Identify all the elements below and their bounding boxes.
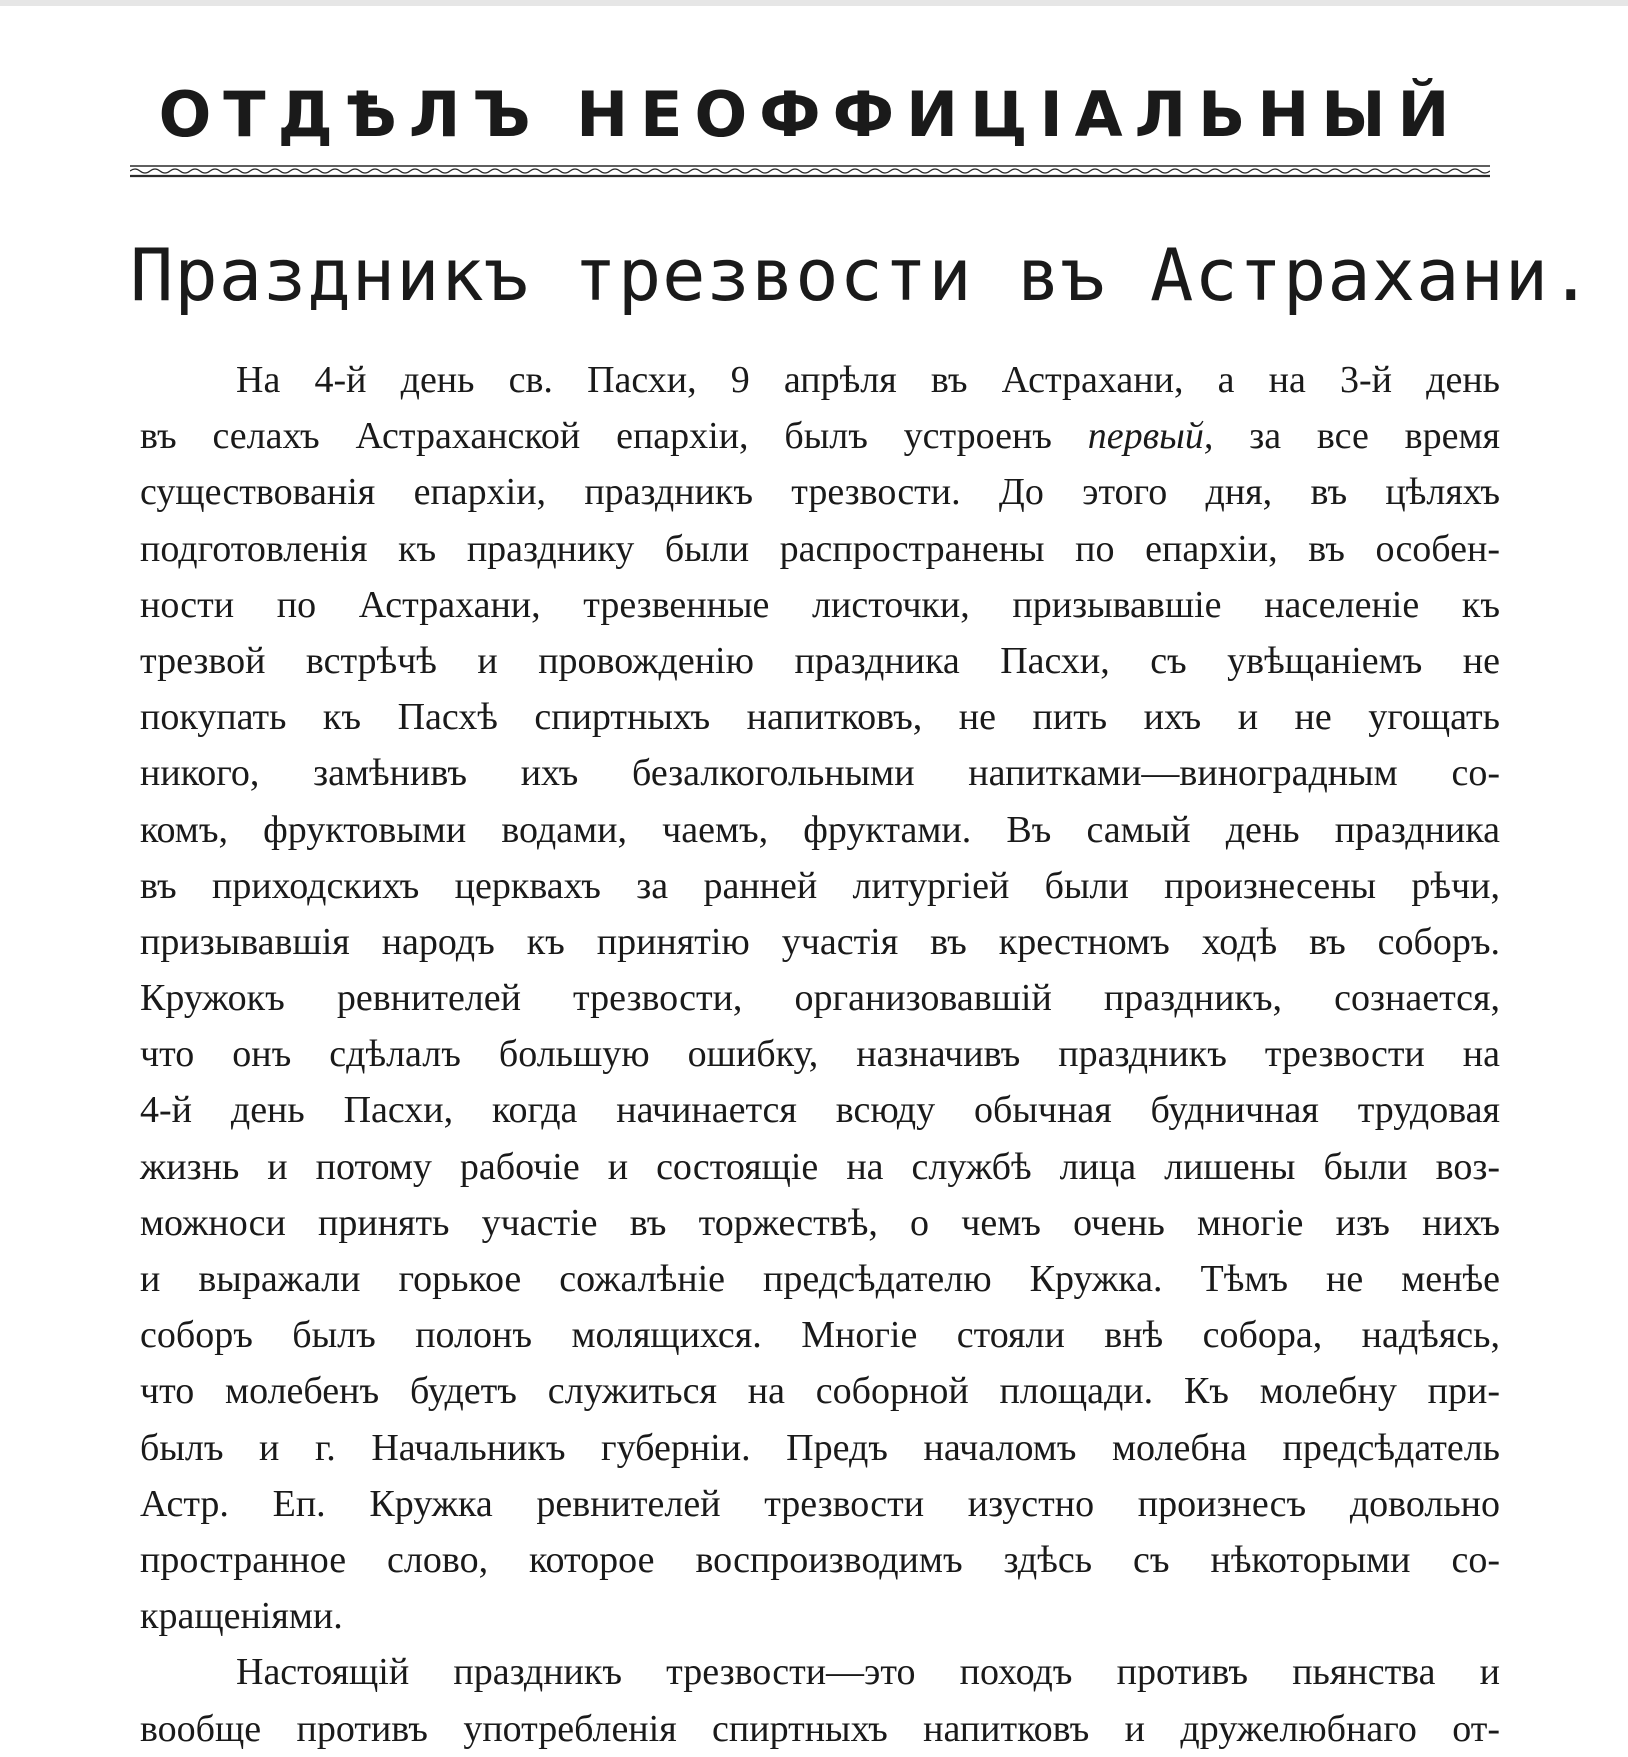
body-line: подготовленія къ празднику были распространены по епархіи, въ особен- [140,527,1500,570]
body-line: кращеніями. [140,1595,343,1638]
body-line: что онъ сдѣлалъ большую ошибку, назначивъ праздникъ трезвости на [140,1033,1500,1076]
body-line: На 4-й день св. Пасхи, 9 апрѣля въ Астрахани, а на 3-й день [236,359,1500,401]
article-body [140,352,1500,1757]
body-line-text: за все время [1249,415,1500,458]
body-line-text: въ селахъ Астраханской епархіи, былъ устроенъ [140,415,1052,458]
body-line: Настоящій праздникъ трезвости—это походъ противъ пьянства и [236,1651,1500,1694]
body-line: существованія епархіи, праздникъ трезвости. До этого дня, въ цѣляхъ [140,471,1500,514]
body-line: можноси принять участіе въ торжествѣ, о чемъ очень многіе изъ нихъ [140,1201,1500,1244]
body-line: покупать къ Пасхѣ спиртныхъ напитковъ, не пить ихъ и не угощать [140,696,1500,739]
body-line: комъ, фруктовыми водами, чаемъ, фруктами. Въ самый день праздника [140,808,1500,851]
body-line: 4-й день Пасхи, когда начинается всюду обычная будничная трудовая [140,1089,1500,1132]
page-top-edge [0,0,1628,6]
body-line: никого, замѣнивъ ихъ безалкогольными напитками—виноградным со- [140,752,1500,795]
section-header: ОТДѢЛЪ НЕОФФИЦІАЛЬНЫЙ [158,78,1462,151]
body-line: Кружокъ ревнителей трезвости, организовавшій праздникъ, сознается, [140,977,1500,1020]
body-line: соборъ былъ полонъ молящихся. Многіе стояли внѣ собора, надѣясь, [140,1314,1500,1357]
article-title: Праздникъ трезвости въ Астрахани. [130,233,1594,317]
ornament-rule [130,163,1490,179]
body-line: жизнь и потому рабочіе и состоящіе на службѣ лица лишены были воз- [140,1145,1500,1188]
body-line: и выражали горькое сожалѣніе предсѣдателю Кружка. Тѣмъ не менѣе [140,1258,1500,1300]
body-line: ности по Астрахани, трезвенные листочки, призывавшіе населеніе къ [140,583,1500,626]
body-line: призывавшія народъ къ принятію участія въ крестномъ ходѣ въ соборъ. [140,920,1500,963]
body-line: въ приходскихъ церквахъ за ранней литургіей были произнесены рѣчи, [140,864,1500,907]
body-line: пространное слово, которое воспроизводимъ здѣсь съ нѣкоторыми со- [140,1538,1500,1581]
body-line: что молебенъ будетъ служиться на соборной площади. Къ молебну при- [140,1370,1500,1413]
body-line: былъ и г. Начальникъ губерніи. Предъ началомъ молебна предсѣдатель [140,1426,1500,1469]
body-line: трезвой встрѣчѣ и провожденію праздника Пасхи, съ увѣщаніемъ не [140,639,1500,682]
body-line: Астр. Еп. Кружка ревнителей трезвости изустно произнесъ довольно [140,1482,1500,1525]
body-line [140,408,1500,464]
body-line: вообще противъ употребленія спиртныхъ напитковъ и дружелюбнаго от- [140,1707,1500,1750]
emphasis-word: первый, [1087,415,1214,458]
